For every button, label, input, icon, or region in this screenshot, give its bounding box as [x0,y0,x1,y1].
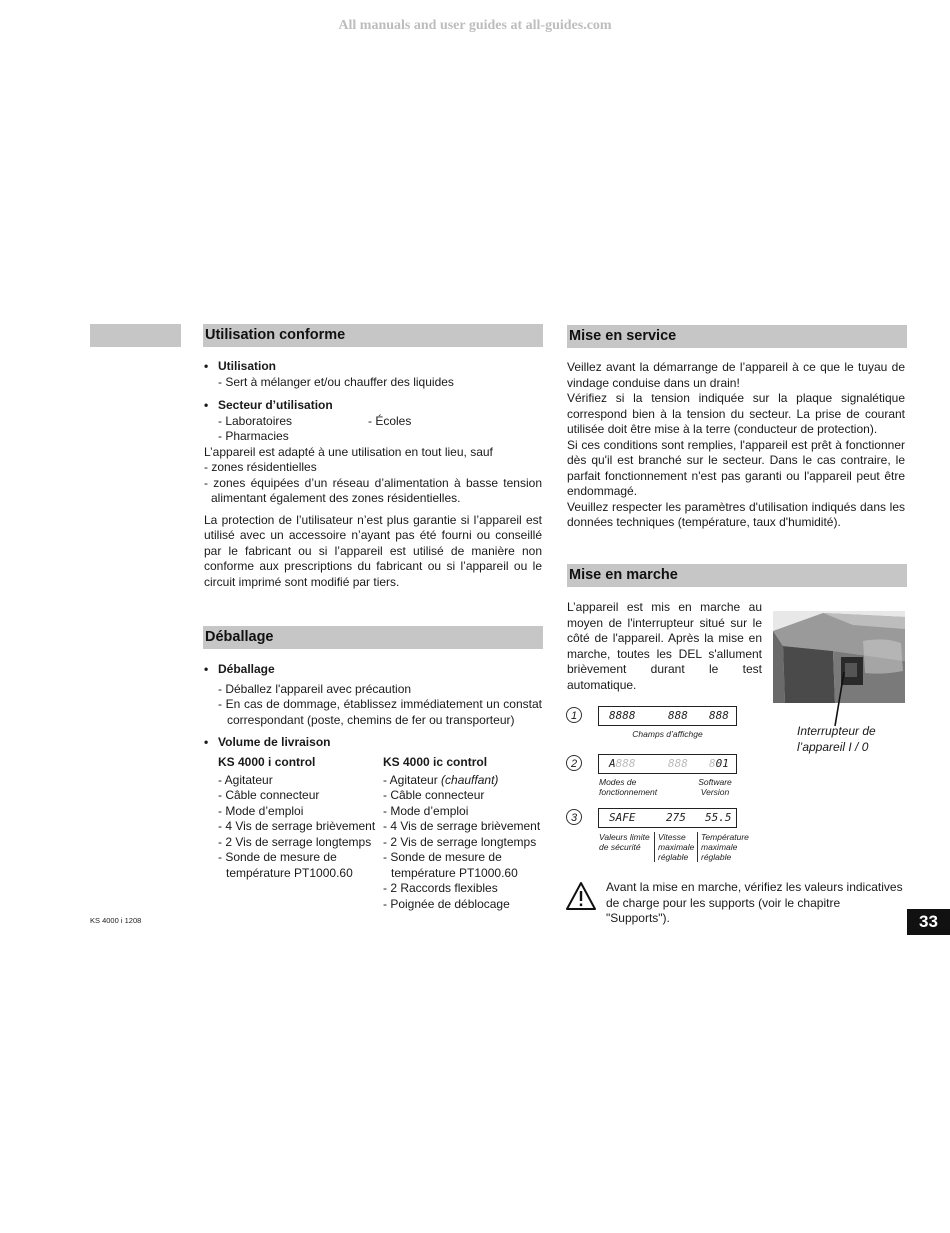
list-item: température PT1000.60 [226,865,353,880]
deballage-item: - En cas de dommage, établissez immédiatement un constat [218,697,542,711]
caption-line: Version [700,787,730,797]
display-segment: 8888 [609,709,636,722]
switch-label-line: Interrupteur de [797,724,876,738]
section-title-marche: Mise en marche [567,564,907,587]
secteur-item: - Pharmacies [218,429,289,443]
secteur-row [204,414,542,430]
caption-line: Valeurs limite [599,832,650,842]
list-item: - Poignée de déblocage [383,896,510,911]
warning-triangle-icon [565,881,597,911]
watermark: All manuals and user guides at all-guides.com [338,18,612,33]
caption-line: Modes de [599,777,637,787]
display-segment: 888 [668,709,688,722]
caption-line: Software [698,777,732,787]
list-item [383,773,543,789]
caption-line: fonctionnement [599,787,658,797]
footer-doc-code: KS 4000 i 1208 [90,916,142,925]
display-panel-2 [598,754,737,774]
list-ks4000ic [383,755,543,912]
display-segment: SAFE [609,811,636,824]
display-caption [599,832,654,852]
caption-line: réglable [701,852,732,862]
caption-line: maximale [701,842,738,852]
deballage-item: correspondant (poste, chemins de fer ou transporteur) [227,712,515,727]
list-item: température PT1000.60 [391,865,518,880]
paragraph: Veillez avant la démarrange de l’appareil à ce que le tuyau de vindage conduise dans un drain! [567,360,905,390]
display-segment [609,755,636,773]
list-item: - Mode d’emploi [218,803,304,818]
step-number: 3 [566,809,582,825]
section-title-service: Mise en service [567,325,907,348]
list-item: - Sonde de mesure de [383,850,502,864]
display-caption [654,832,700,862]
display-caption [599,777,679,797]
list-item-emphasis: (chauffant) [441,772,499,787]
paragraph-line: - zones résidentielles [204,460,317,474]
caption-line: Vitesse [658,832,686,842]
page-number: 33 [907,909,950,935]
list-item: - 4 Vis de serrage brièvement [218,819,376,833]
caption-line: maximale [658,842,695,852]
list-item: - Mode d’emploi [383,803,469,818]
display-panel-3 [598,808,737,828]
display-panel-1 [598,706,737,726]
deballage-item: - Déballez l'appareil avec précaution [218,681,412,696]
display-caption [697,832,757,862]
utilisation-body [204,359,542,590]
service-body [567,360,905,531]
paragraph-line: L’appareil est adapté à une utilisation en tout lieu, sauf [204,444,493,459]
secteur-item: - Écoles [368,413,412,428]
list-ks4000i [218,755,383,881]
list-item: - Câble connecteur [218,788,320,802]
list-title: KS 4000 i control [218,755,316,769]
list-item: - Câble connecteur [383,788,485,802]
paragraph: Veuillez respecter les paramètres d'utilisation indiqués dans les données techniques (température, taux d'humidité). [567,499,905,529]
secteur-item: - Laboratoires [218,413,293,428]
step-number: 2 [566,755,582,771]
display-segment-off: 8 [709,757,716,770]
bullet-deballage: • Déballage [204,662,542,678]
display-segment: 55.5 [705,811,732,824]
switch-label-line: l’appareil I / 0 [797,739,869,754]
paragraph-line: - zones équipées d’un réseau d’alimentation à basse tension [204,475,542,490]
display-segment-on: 01 [715,757,729,770]
display-caption [688,777,742,797]
display-segment [709,755,729,773]
list-item: - Agitateur [218,772,273,787]
list-item-text: - Agitateur [383,772,442,787]
caption-line: de sécurité [599,842,641,852]
list-item: - 2 Raccords flexibles [383,881,498,895]
list-item: - 4 Vis de serrage brièvement [383,819,541,833]
paragraph-protection: La protection de l’utilisateur n’est plus garantie si l’appareil est utilisé avec un accessoire n’ayant pas été fourni ou conseillé par le fabricant ou si l’appareil est utilisé de manière non conforme aux prescriptions du fabricant ou si l’appareil ou le circuit imprimé sont modifié par tiers. [204,512,542,589]
display-segment: 275 [666,811,686,824]
caption-line: Température [701,832,749,842]
step-number: 1 [566,707,582,723]
display-segment-off: 888 [668,757,688,770]
display-segment: 888 [709,709,729,722]
display-segment-on: A [609,757,616,770]
marche-paragraph: L’appareil est mis en marche au moyen de l'interrupteur situé sur le côté de l'appareil. Après la mise en marche, toutes les DEL s'allument brièvement durant le test automatique. [567,600,762,692]
utilisation-item: - Sert à mélanger et/ou chauffer des liquides [218,374,454,389]
display-segment-off: 888 [615,757,636,770]
list-item: - 2 Vis de serrage longtemps [383,834,537,849]
margin-tab [90,324,181,347]
paragraph: Si ces conditions sont remplies, l'appareil est prêt à fonctionner dès qu'il est branché sur le secteur. Dans le cas contraire, le parfait fonctionnement n'est pas garanti ou l'appareil peut être endommagé. [567,437,905,498]
callout-line-icon [830,670,850,730]
section-title-utilisation: Utilisation conforme [203,324,543,347]
list-item: - 2 Vis de serrage longtemps [218,834,372,849]
switch-label [797,724,907,755]
paragraph-line: alimentant également des zones résidentielles. [211,491,461,505]
section-title-deballage: Déballage [203,626,543,649]
list-title: KS 4000 ic control [383,755,488,769]
deballage-body [204,662,542,755]
bullet-utilisation: • Utilisation [204,359,542,375]
display-caption: Champs d’affichge [632,729,703,739]
paragraph: Vérifiez si la tension indiquée sur la plaque signalétique correspond bien à la tension du secteur. La prise de courant utilisée doit être mise à la terre (conducteur de protection). [567,391,905,436]
caption-line: réglable [658,852,689,862]
list-item: - Sonde de mesure de [218,850,337,864]
bullet-volume: • Volume de livraison [204,735,542,751]
warning-text: Avant la mise en marche, vérifiez les valeurs indicatives de charge pour les supports (voir le chapitre "Supports"). [606,880,903,925]
bullet-secteur: • Secteur d’utilisation [204,398,542,414]
